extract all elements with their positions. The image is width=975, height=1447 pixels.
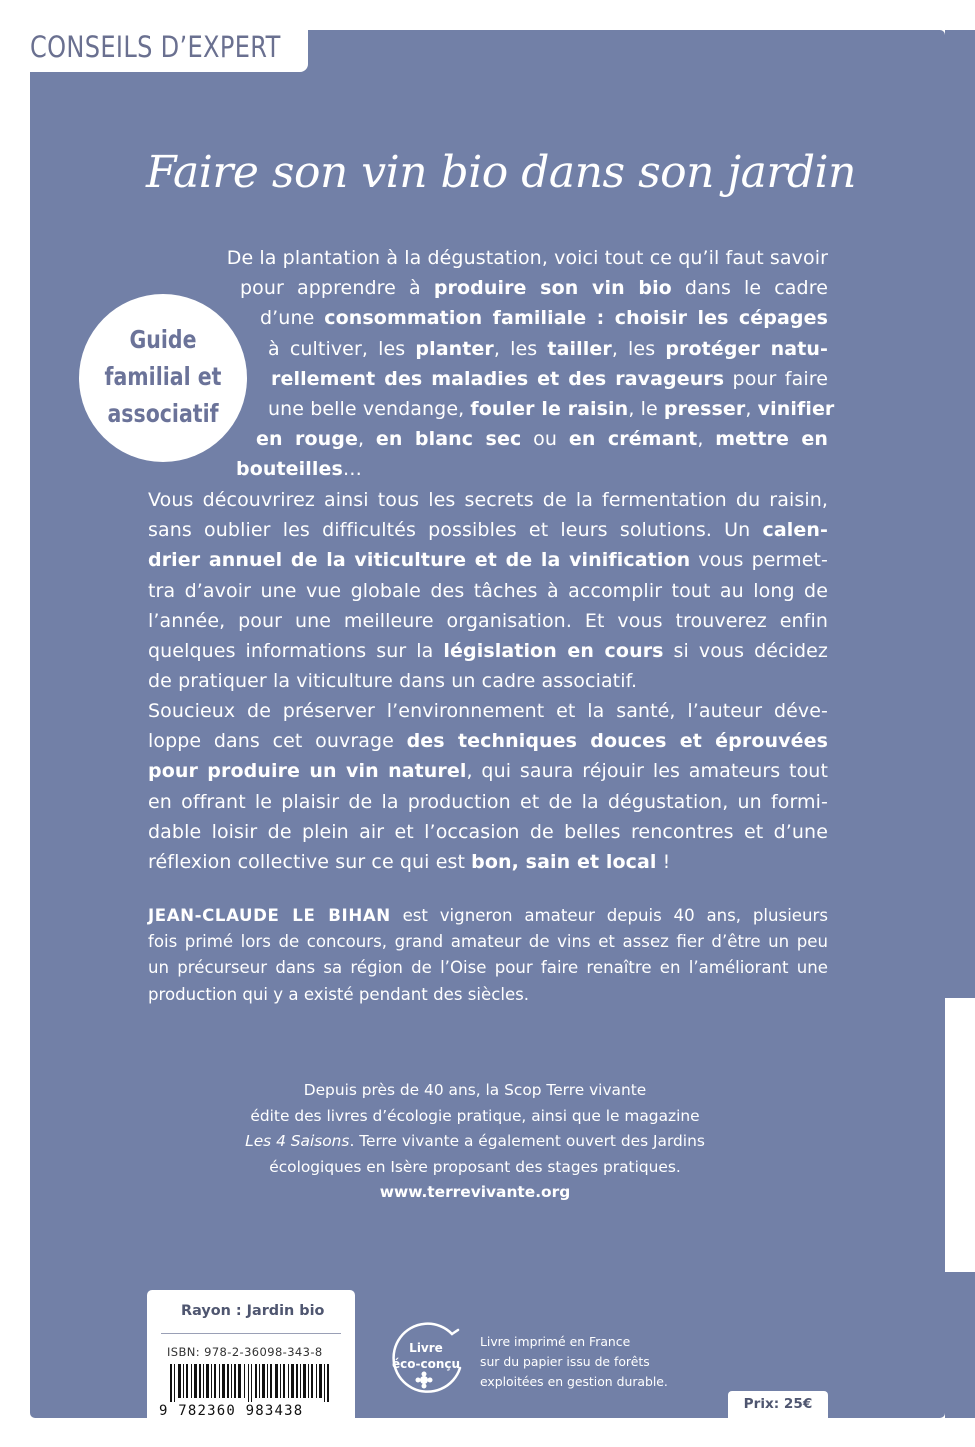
text-line: exploitées en gestion durable. — [480, 1373, 668, 1389]
text-line: de pratiquer la viticulture dans un cadre associatif. — [148, 670, 638, 693]
text-line: Soucieux de préserver l’environnement et la santé, l’auteur déve- — [148, 700, 828, 722]
text-line: à cultiver, les planter, les tailler, les protéger natu- — [268, 337, 828, 360]
series-tab — [0, 0, 308, 72]
paragraph-intro — [148, 243, 835, 485]
text-line: De la plantation à la dégustation, voici tout ce qu’il faut savoir — [226, 247, 828, 269]
text-line: pour produire un vin naturel, qui saura réjouir les amateurs tout — [148, 760, 829, 783]
text-line: sans oublier les difficultés possibles et leurs solutions. Un calen- — [148, 519, 828, 542]
eco-book-label — [392, 1340, 460, 1372]
text-line: pour apprendre à produire son vin bio dans le cadre — [240, 277, 828, 300]
text-line: édite des livres d’écologie pratique, ainsi que le magazine — [250, 1106, 700, 1125]
barcode-box — [147, 1290, 355, 1418]
text-line: Les 4 Saisons. Terre vivante a également ouvert des Jardins — [245, 1132, 705, 1150]
badge-line-1: Guide — [129, 325, 197, 354]
barcode-icon — [170, 1364, 332, 1402]
rayon-label: Rayon : Jardin bio — [181, 1303, 325, 1319]
badge-line-3: associatif — [107, 399, 219, 428]
author-name: JEAN-CLAUDE LE BIHAN — [148, 906, 391, 925]
edge-tab-upper — [945, 30, 975, 998]
text-line: sur du papier issu de forêts — [480, 1353, 650, 1369]
text-line: loppe dans cet ouvrage des techniques douces et éprouvées — [148, 730, 828, 753]
paragraph-secrets — [148, 485, 828, 696]
text-line: bouteilles… — [236, 458, 362, 481]
text-line: production qui y a existé pendant des siècles. — [148, 984, 530, 1004]
paragraph-author-intent — [148, 696, 828, 877]
text-line: tra d’avoir une vue globale des tâches à accomplir tout au long de — [148, 579, 828, 602]
print-info — [480, 1332, 740, 1391]
text-line: dable loisir de plein air et l’occasion de belles rencontres et d’une — [148, 820, 828, 843]
text-line: drier annuel de la viticulture et de la vinification vous permet- — [148, 549, 829, 572]
text-line: Vous découvrirez ainsi tous les secrets de la fermentation du raisin, — [148, 489, 828, 511]
text-line: l’année, pour une meilleure organisation. Et vous trouverez enfin — [148, 609, 828, 632]
divider — [161, 1333, 341, 1334]
text-line: un précurseur dans sa région de l’Oise pour faire renaître en l’améliorant une — [148, 958, 828, 978]
text-line: d’une consommation familiale : choisir les cépages — [260, 307, 829, 330]
price-box — [728, 1391, 828, 1418]
text-line: en offrant le plaisir de la production et de la dégustation, un formi- — [148, 790, 828, 813]
edge-tab-lower — [945, 1272, 975, 1418]
series-label: CONSEILS D’EXPERT — [30, 30, 281, 64]
barcode-digits: 9 782360 983438 — [159, 1403, 304, 1419]
text-line: Depuis près de 40 ans, la Scop Terre vivante — [303, 1081, 647, 1099]
text-line: JEAN-CLAUDE LE BIHAN est vigneron amateur depuis 40 ans, plusieurs — [148, 906, 828, 925]
text-line: quelques informations sur la législation en cours si vous décidez — [148, 640, 828, 663]
isbn-label: ISBN: 978-2-36098-343-8 — [167, 1345, 323, 1359]
text-line: Livre imprimé en France — [480, 1334, 631, 1349]
publisher-info — [230, 1078, 720, 1206]
text-line: écologiques en Isère proposant des stages pratiques. — [269, 1157, 681, 1176]
badge-line-2: familial et — [104, 362, 222, 391]
eco-label-line: éco-conçu — [392, 1357, 461, 1371]
text-line: fois primé lors de concours, grand amateur de vins et assez fier d’être un peu — [148, 932, 828, 952]
text-line: en rouge, en blanc sec ou en crémant, mettre en — [256, 428, 828, 451]
book-title: Faire son vin bio dans son jardin — [146, 147, 856, 198]
text-line: réflexion collective sur ce qui est bon, sain et local ! — [148, 851, 671, 874]
publisher-url[interactable]: www.terrevivante.org — [379, 1183, 571, 1201]
author-bio — [148, 903, 828, 1008]
text-line: une belle vendange, fouler le raisin, le presser, vinifier — [268, 398, 835, 421]
text-line: rellement des maladies et des ravageurs pour faire — [271, 367, 828, 390]
eco-label-line: Livre — [409, 1341, 443, 1355]
price-label: Prix: 25€ — [743, 1396, 813, 1412]
